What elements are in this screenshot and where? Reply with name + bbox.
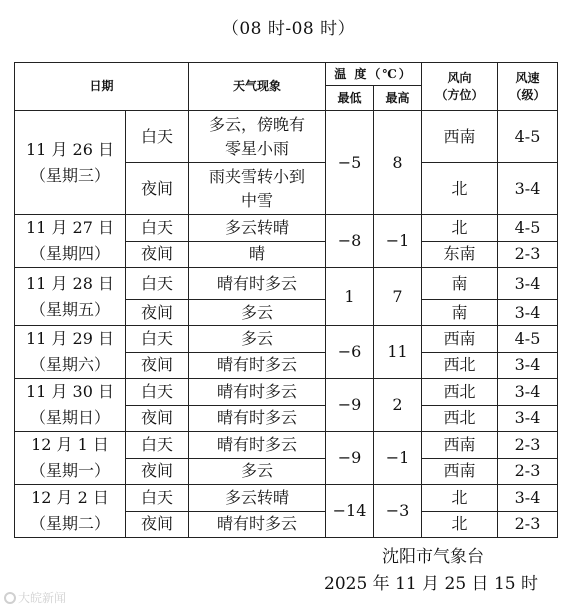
temp-min-cell: 1 [326, 268, 374, 326]
forecast-body [15, 111, 558, 538]
date-cell: 11 月 29 日 （星期六） [15, 326, 126, 379]
period-cell: 白天 [126, 432, 189, 459]
header-wind-direction: 风向 （方位） [422, 63, 498, 111]
date-cell: 11 月 27 日 （星期四） [15, 215, 126, 268]
weather-cell: 晴 [189, 241, 326, 268]
weather-cell: 雨夹雪转小到 中雪 [189, 163, 326, 215]
wind-direction-cell: 西南 [422, 326, 498, 353]
temp-max-cell: 11 [374, 326, 422, 379]
date-cell: 12 月 1 日 （星期一） [15, 432, 126, 485]
header-weather: 天气现象 [189, 63, 326, 111]
wind-direction-cell: 东南 [422, 241, 498, 268]
wind-speed-cell: 3-4 [498, 485, 558, 512]
wind-direction-cell: 西南 [422, 111, 498, 163]
wind-direction-cell: 北 [422, 511, 498, 538]
table-row [15, 485, 558, 512]
weather-cell: 晴有时多云 [189, 268, 326, 300]
period-cell: 夜间 [126, 163, 189, 215]
period-cell: 白天 [126, 268, 189, 300]
temp-max-cell: 8 [374, 111, 422, 215]
watermark-text: 大皖新闻 [18, 591, 67, 605]
header-wind-speed: 风速 （级） [498, 63, 558, 111]
wind-direction-cell: 西南 [422, 458, 498, 485]
wind-direction-cell: 北 [422, 163, 498, 215]
temp-min-cell: −6 [326, 326, 374, 379]
wind-direction-cell: 西南 [422, 432, 498, 459]
table-row [15, 432, 558, 459]
temp-min-cell: −9 [326, 379, 374, 432]
wind-direction-cell: 西北 [422, 405, 498, 432]
wind-direction-cell: 南 [422, 268, 498, 300]
temp-max-cell: −1 [374, 215, 422, 268]
wind-speed-cell: 4-5 [498, 326, 558, 353]
table-row [15, 379, 558, 406]
period-cell: 白天 [126, 111, 189, 163]
temp-max-cell: −1 [374, 432, 422, 485]
weather-cell: 多云转晴 [189, 215, 326, 242]
wind-speed-cell: 3-4 [498, 163, 558, 215]
date-cell: 12 月 2 日 （星期二） [15, 485, 126, 538]
temp-max-cell: 7 [374, 268, 422, 326]
weather-cell: 多云转晴 [189, 485, 326, 512]
table-row [15, 111, 558, 163]
header-row [15, 63, 558, 86]
weather-cell: 晴有时多云 [189, 511, 326, 538]
table-row [15, 326, 558, 353]
header-date: 日期 [15, 63, 189, 111]
period-cell: 白天 [126, 379, 189, 406]
weather-cell: 多云，傍晚有 零星小雨 [189, 111, 326, 163]
temp-min-cell: −9 [326, 432, 374, 485]
wind-speed-cell: 2-3 [498, 511, 558, 538]
weather-cell: 晴有时多云 [189, 379, 326, 406]
wind-speed-cell: 2-3 [498, 432, 558, 459]
wind-speed-cell: 3-4 [498, 300, 558, 326]
period-cell: 夜间 [126, 352, 189, 379]
table-row [15, 215, 558, 242]
wind-direction-cell: 北 [422, 215, 498, 242]
weather-cell: 多云 [189, 458, 326, 485]
wind-speed-cell: 3-4 [498, 268, 558, 300]
header-temp-max: 最高 [374, 86, 422, 111]
weather-cell: 多云 [189, 326, 326, 353]
circle-logo-icon [4, 592, 16, 604]
header-temperature: 温 度（℃） [326, 63, 422, 86]
header-temp-min: 最低 [326, 86, 374, 111]
period-cell: 夜间 [126, 458, 189, 485]
wind-direction-cell: 西北 [422, 352, 498, 379]
wind-speed-cell: 2-3 [498, 458, 558, 485]
page-subtitle: （08 时-08 时） [221, 19, 356, 39]
period-cell: 夜间 [126, 300, 189, 326]
weather-cell: 晴有时多云 [189, 432, 326, 459]
wind-speed-cell: 3-4 [498, 352, 558, 379]
wind-direction-cell: 西北 [422, 379, 498, 406]
temp-min-cell: −14 [326, 485, 374, 538]
wind-direction-cell: 南 [422, 300, 498, 326]
wind-speed-cell: 3-4 [498, 405, 558, 432]
wind-speed-cell: 2-3 [498, 241, 558, 268]
date-cell: 11 月 26 日 （星期三） [15, 111, 126, 215]
period-cell: 夜间 [126, 241, 189, 268]
wind-speed-cell: 4-5 [498, 111, 558, 163]
issue-time: 2025 年 11 月 25 日 15 时 [324, 574, 538, 594]
wind-speed-cell: 3-4 [498, 379, 558, 406]
date-cell: 11 月 28 日 （星期五） [15, 268, 126, 326]
forecast-table [14, 62, 558, 538]
wind-direction-cell: 北 [422, 485, 498, 512]
period-cell: 夜间 [126, 405, 189, 432]
watermark [4, 589, 66, 606]
weather-cell: 晴有时多云 [189, 405, 326, 432]
period-cell: 白天 [126, 215, 189, 242]
temp-min-cell: −8 [326, 215, 374, 268]
wind-speed-cell: 4-5 [498, 215, 558, 242]
weather-cell: 晴有时多云 [189, 352, 326, 379]
period-cell: 夜间 [126, 511, 189, 538]
date-cell: 11 月 30 日 （星期日） [15, 379, 126, 432]
temp-min-cell: −5 [326, 111, 374, 215]
period-cell: 白天 [126, 326, 189, 353]
temp-max-cell: 2 [374, 379, 422, 432]
temp-max-cell: −3 [374, 485, 422, 538]
table-row [15, 268, 558, 300]
issuing-organization: 沈阳市气象台 [382, 547, 484, 567]
weather-cell: 多云 [189, 300, 326, 326]
period-cell: 白天 [126, 485, 189, 512]
